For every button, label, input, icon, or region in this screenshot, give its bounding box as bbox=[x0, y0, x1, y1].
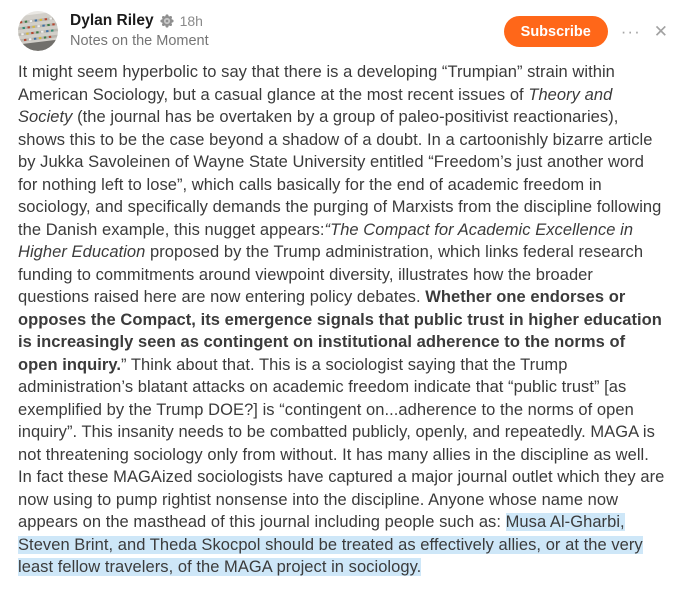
post-body bbox=[0, 51, 688, 579]
header-controls bbox=[504, 11, 668, 47]
journal-title-italic: Theory and Society bbox=[18, 85, 613, 126]
author-name[interactable]: Dylan Riley bbox=[70, 12, 154, 29]
note-header bbox=[0, 0, 688, 51]
bestseller-badge-icon bbox=[160, 14, 174, 28]
quoted-title-italic: “The Compact for Academic Excellence in Higher Education bbox=[18, 220, 634, 261]
building-avatar-image bbox=[18, 11, 58, 51]
quoted-bold-text: Whether one endorses or opposes the Compact, its emergence signals that public trust in higher education is increasingly seen as contingent on institutional adherence to the norms of open inquiry. bbox=[18, 288, 662, 374]
header-info bbox=[70, 11, 209, 49]
body-text: proposed by the Trump administration, which links federal research funding to commitments around viewpoint diversity, illustrates how the broader questions raised here are now entering policy debates. bbox=[18, 243, 644, 306]
close-icon[interactable]: ✕ bbox=[653, 22, 668, 41]
highlighted-text: Musa Al-Gharbi, Steven Brint, and Theda Skocpol should be treated as effectively allies, or at the very least fellow travelers, of the MAGA project in sociology. bbox=[18, 513, 643, 576]
timestamp[interactable]: 18h bbox=[179, 13, 203, 29]
body-text: It might seem hyperbolic to say that there is a developing “Trumpian” strain within American Sociology, but a casual glance at the most recent issues of bbox=[18, 63, 615, 104]
more-options-icon[interactable]: ··· bbox=[620, 22, 641, 41]
body-text: (the journal has be overtaken by a group of paleo-positivist reactionaries), shows this to be the case beyond a shadow of a doubt. In a cartoonishly bizarre article by Jukka Savoleinen of Wayne State University entitled “Freedom’s just another word for nothing left to lose”, which calls basically for the end of academic freedom in sociology, and specifically demands the purging of Marxists from the discipline following the Danish example, this nugget appears: bbox=[18, 108, 662, 239]
body-text: ” Think about that. This is a sociologist saying that the Trump administration’s blatant attacks on academic freedom indicate that “public trust” [as exemplified by the Trump DOE?] is “contingent on...adherence to the norms of open inquiry”. This insanity needs to be combatted publicly, openly, and repeatedly. MAGA is not threatening sociology only from without. It has many allies in the discipline as well. In fact these MAGAized sociologists have captured a major journal outlet which they are now using to pump rightist nonsense into the discipline. Anyone whose name now appears on the masthead of this journal including people such as: bbox=[18, 355, 665, 531]
subscribe-button[interactable]: Subscribe bbox=[504, 16, 608, 47]
publication-name[interactable]: Notes on the Moment bbox=[70, 33, 209, 49]
avatar[interactable] bbox=[18, 11, 58, 51]
